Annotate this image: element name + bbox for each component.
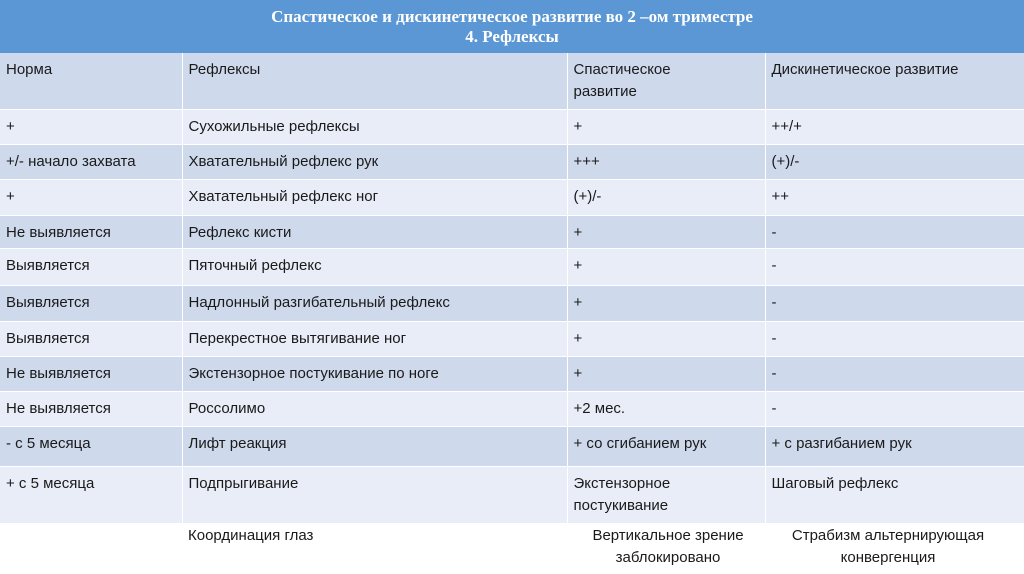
table-cell: + с 5 месяца xyxy=(0,467,182,524)
reflex-table xyxy=(0,53,1024,524)
table-cell: + xyxy=(567,286,765,322)
table-cell: Выявляется xyxy=(0,249,182,286)
slide-title xyxy=(0,0,1024,53)
table-cell: Не выявляется xyxy=(0,216,182,249)
table-cell: +++ xyxy=(567,145,765,180)
table-row xyxy=(0,180,1024,216)
table-row xyxy=(0,427,1024,467)
table-cell: Шаговый рефлекс xyxy=(765,467,1024,524)
table-cell: - xyxy=(765,357,1024,392)
table-cell: ++/+ xyxy=(765,110,1024,145)
footer-spastic: Вертикальное зрение заблокировано xyxy=(592,527,744,566)
table-cell: Перекрестное вытягивание ног xyxy=(182,322,567,357)
table-cell: Надлонный разгибательный рефлекс xyxy=(182,286,567,322)
table-cell: (+)/- xyxy=(567,180,765,216)
table-cell: Рефлекс кисти xyxy=(182,216,567,249)
table-cell: - xyxy=(765,286,1024,322)
footer-row xyxy=(0,517,1024,574)
table-row xyxy=(0,249,1024,286)
header-cell: Рефлексы xyxy=(182,53,567,110)
table-cell: Выявляется xyxy=(0,322,182,357)
table-cell: Хватательный рефлекс ног xyxy=(182,180,567,216)
table-cell: - с 5 месяца xyxy=(0,427,182,467)
table-cell: + с разгибанием рук xyxy=(765,427,1024,467)
table-cell: - xyxy=(765,216,1024,249)
table-cell: Хватательный рефлекс рук xyxy=(182,145,567,180)
table-row xyxy=(0,216,1024,249)
table-cell: Выявляется xyxy=(0,286,182,322)
table-cell: + xyxy=(567,357,765,392)
table-cell: Экстензорное постукивание по ноге xyxy=(182,357,567,392)
table-cell: ++ xyxy=(765,180,1024,216)
table-cell: - xyxy=(765,392,1024,427)
table-cell: Не выявляется xyxy=(0,357,182,392)
table-cell: + xyxy=(0,180,182,216)
table-cell: Экстензорное постукивание xyxy=(567,467,765,524)
table-cell: Сухожильные рефлексы xyxy=(182,110,567,145)
header-cell: Норма xyxy=(0,53,182,110)
table-cell: Подпрыгивание xyxy=(182,467,567,524)
table-cell: + xyxy=(567,216,765,249)
header-cell: Спастическое развитие xyxy=(567,53,765,110)
table-cell: Лифт реакция xyxy=(182,427,567,467)
table-row xyxy=(0,145,1024,180)
table-cell: - xyxy=(765,249,1024,286)
footer-reflex: Координация глаз xyxy=(188,527,314,544)
table-cell: + xyxy=(567,110,765,145)
table-cell: - xyxy=(765,322,1024,357)
table-header-row xyxy=(0,53,1024,110)
table-row xyxy=(0,357,1024,392)
header-cell: Дискинетическое развитие xyxy=(765,53,1024,110)
title-line-2: 4. Рефлексы xyxy=(465,26,559,46)
table-cell: Не выявляется xyxy=(0,392,182,427)
table-cell: Пяточный рефлекс xyxy=(182,249,567,286)
table-cell: + xyxy=(0,110,182,145)
table-row xyxy=(0,467,1024,524)
table-cell: (+)/- xyxy=(765,145,1024,180)
table-cell: + xyxy=(567,322,765,357)
table-cell: + xyxy=(567,249,765,286)
table-cell: + со сгибанием рук xyxy=(567,427,765,467)
table-row xyxy=(0,110,1024,145)
footer-dyskinetic: Страбизм альтернирующая конвергенция xyxy=(791,527,985,566)
table-row xyxy=(0,286,1024,322)
table-cell: +2 мес. xyxy=(567,392,765,427)
table-cell: +/- начало захвата xyxy=(0,145,182,180)
table-row xyxy=(0,322,1024,357)
table-cell: Россолимо xyxy=(182,392,567,427)
table-row xyxy=(0,392,1024,427)
title-line-1: Спастическое и дискинетическое развитие во 2 –ом триместре xyxy=(271,6,753,26)
